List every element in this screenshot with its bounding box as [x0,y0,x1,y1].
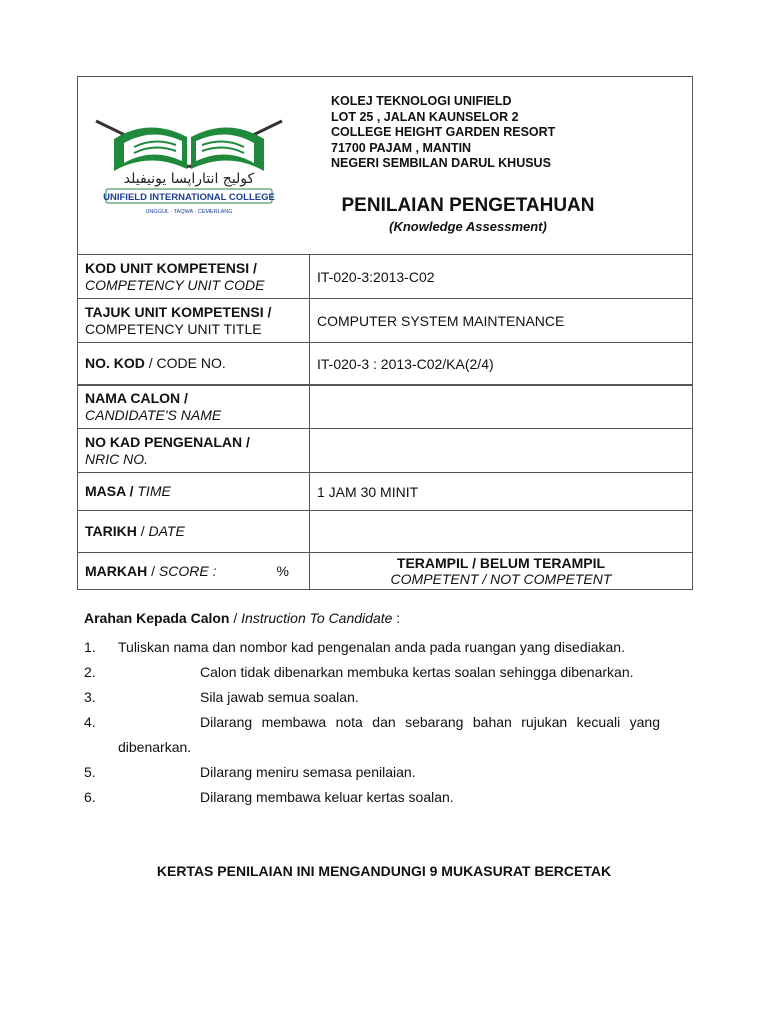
list-item [84,635,660,660]
label-bold: NAMA CALON / [85,390,188,406]
label-bold: NO KAD PENGENALAN / [85,433,250,450]
address-line: COLLEGE HEIGHT GARDEN RESORT [331,125,556,139]
instructions-section [84,610,660,810]
item-text: Dilarang membawa keluar kertas soalan. [200,789,454,805]
label-inline-italic: SCORE : [158,562,217,579]
candidate-name-field[interactable] [310,386,692,428]
label-italic: COMPETENCY UNIT CODE [85,276,265,293]
label-plain: COMPETENCY UNIT TITLE [85,320,262,337]
item-number: 1. [84,639,96,655]
competency-status-en: COMPETENT / NOT COMPETENT [390,571,612,587]
item-number: 6. [84,789,96,805]
document-title [268,195,668,234]
label-code-no [78,343,310,384]
label-score [78,553,310,589]
item-text: Dilarang membawa nota dan sebarang bahan rujukan kecuali yang dibenarkan. [118,714,660,755]
page-count-note: KERTAS PENILAIAN INI MENGANDUNGI 9 MUKASURAT BERCETAK [156,863,612,879]
row-code-no [78,343,692,386]
row-unit-code [78,255,692,299]
label-candidate-name [78,386,310,428]
list-item [84,685,660,710]
label-bold: KOD UNIT KOMPETENSI / [85,259,257,276]
label-inline: / [136,523,149,539]
competency-status: TERAMPIL / BELUM TERAMPIL [396,555,606,571]
item-number: 2. [84,664,96,680]
label-unit-code [78,255,310,298]
row-nric [78,429,692,473]
list-item [84,660,660,685]
value-unit-title: COMPUTER SYSTEM MAINTENANCE [317,312,565,329]
logo-arabic-text: كوليج انتاراڽسا يونيفيلد [123,171,255,187]
item-number: 3. [84,689,96,705]
address-line: KOLEJ TEKNOLOGI UNIFIELD [331,94,512,108]
header-section [78,77,692,255]
value-unit-code: IT-020-3:2013-C02 [317,268,435,285]
label-bold: TAJUK UNIT KOMPETENSI / [85,303,272,320]
item-text: Tuliskan nama dan nombor kad pengenalan anda pada ruangan yang disediakan. [118,639,625,655]
label-date [78,511,310,552]
label-inline: / CODE NO. [144,355,226,371]
nric-field[interactable] [310,429,692,472]
title-sub: (Knowledge Assessment) [389,219,547,234]
date-field[interactable] [310,511,692,552]
item-text: Dilarang meniru semasa penilaian. [200,764,416,780]
list-item [84,785,660,810]
title-main: PENILAIAN PENGETAHUAN [341,195,595,216]
label-bold: NO. KOD [85,355,145,371]
row-score [78,553,692,589]
label-italic: CANDIDATE'S NAME [85,407,222,423]
row-unit-title [78,299,692,343]
assessment-cover-table [77,76,693,590]
label-inline: / [147,562,159,579]
label-inline-italic: TIME [133,483,171,499]
value-time: 1 JAM 30 MINIT [317,483,419,500]
college-logo [94,109,284,219]
instructions-title-end: : [392,610,401,626]
label-bold: MASA / [85,483,134,499]
label-bold: TARIKH [85,523,137,539]
item-number: 4. [84,714,96,730]
percent-sign: % [276,562,289,579]
item-text: Calon tidak dibenarkan membuka kertas soalan sehingga dibenarkan. [200,664,634,680]
list-item [84,710,660,760]
college-address [331,94,555,172]
address-line: LOT 25 , JALAN KAUNSELOR 2 [331,109,519,124]
row-date [78,511,692,553]
label-unit-title [78,299,310,342]
instructions-title-sep: / [229,610,242,626]
label-italic: NRIC NO. [85,450,148,467]
list-item [84,760,660,785]
address-line: 71700 PAJAM , MANTIN [331,140,472,155]
instructions-title [84,610,660,626]
label-inline-italic: DATE [148,523,185,539]
address-line: NEGERI SEMBILAN DARUL KHUSUS [331,156,551,170]
label-nric [78,429,310,472]
instructions-title-italic: Instruction To Candidate [241,610,393,626]
row-candidate-name [78,386,692,429]
value-score [310,553,692,589]
logo-tagline: UNGGUL · TAQWA · CEMERLANG [145,209,233,215]
instructions-title-bold: Arahan Kepada Calon [84,610,230,626]
logo-college-name: UNIFIELD INTERNATIONAL COLLEGE [103,192,275,203]
label-time [78,473,310,510]
row-time [78,473,692,511]
value-code-no: IT-020-3 : 2013-C02/KA(2/4) [317,355,494,372]
item-number: 5. [84,764,96,780]
item-text: Sila jawab semua soalan. [200,689,359,705]
label-bold: MARKAH [85,562,148,579]
